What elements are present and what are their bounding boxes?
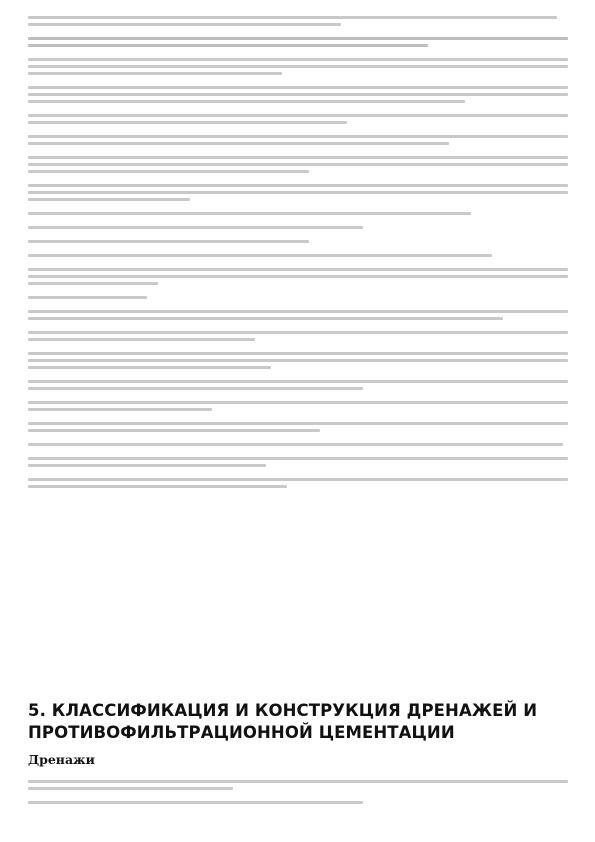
text-block bbox=[28, 240, 568, 243]
text-block bbox=[28, 226, 568, 229]
text-block bbox=[28, 86, 568, 103]
text-block bbox=[28, 331, 568, 341]
illegible-body-text bbox=[28, 776, 568, 815]
text-block bbox=[28, 443, 568, 446]
text-block bbox=[28, 114, 568, 124]
text-block bbox=[28, 801, 568, 804]
text-block bbox=[28, 268, 568, 285]
text-block bbox=[28, 457, 568, 467]
text-block bbox=[28, 254, 568, 257]
subheading: Дренажи bbox=[28, 752, 95, 767]
text-block bbox=[28, 352, 568, 369]
text-block bbox=[28, 58, 568, 75]
text-block bbox=[28, 156, 568, 173]
text-block bbox=[28, 212, 568, 215]
text-block bbox=[28, 780, 568, 790]
text-block bbox=[28, 422, 568, 432]
text-block bbox=[28, 296, 568, 299]
section-heading: 5. КЛАССИФИКАЦИЯ И КОНСТРУКЦИЯ ДРЕНАЖЕЙ И ПРОТИВОФИЛЬТРАЦИОННОЙ ЦЕМЕНТАЦИИ bbox=[28, 701, 538, 742]
text-block bbox=[28, 37, 568, 47]
text-block bbox=[28, 310, 568, 320]
text-block bbox=[28, 401, 568, 411]
illegible-body-text bbox=[28, 12, 568, 499]
text-block bbox=[28, 16, 568, 26]
text-block bbox=[28, 478, 568, 488]
text-block bbox=[28, 380, 568, 390]
text-block bbox=[28, 135, 568, 145]
text-block bbox=[28, 184, 568, 201]
